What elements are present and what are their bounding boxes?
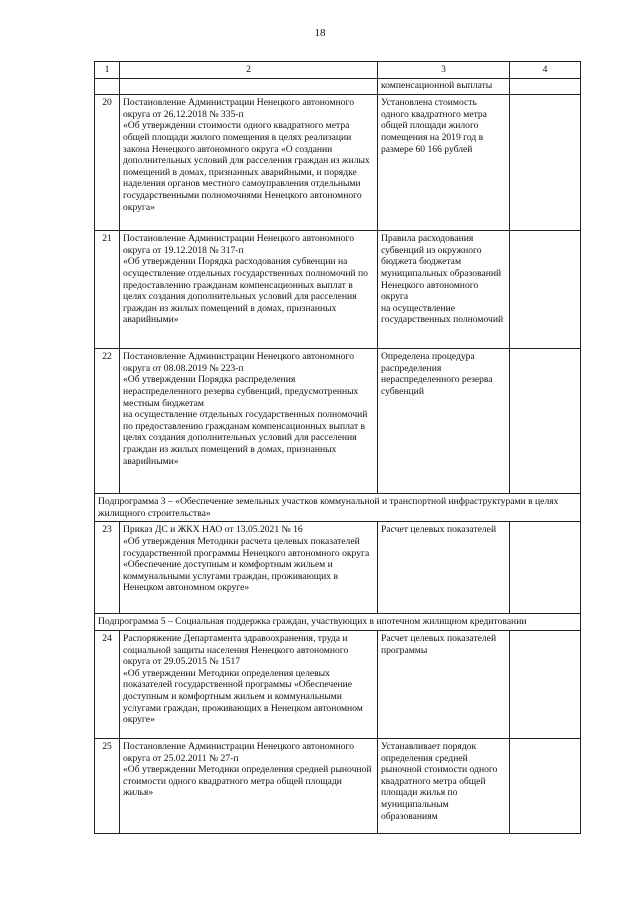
header-cell: 4 <box>510 62 581 79</box>
document-table <box>94 61 581 834</box>
note-cell <box>510 630 581 738</box>
row-number: 25 <box>95 738 120 833</box>
row-number: 22 <box>95 349 120 494</box>
document-cell <box>120 78 378 95</box>
row-number: 24 <box>95 630 120 738</box>
table-row <box>95 349 581 494</box>
section-row <box>95 494 581 522</box>
description-cell: Установлена стоимость одного квадратного метра общей площади жилого помещения на 2019 год в размере 60 166 рублей <box>378 95 510 231</box>
table-row <box>95 738 581 833</box>
section-title: Подпрограмма 5 – Социальная поддержка граждан, участвующих в ипотечном жилищном кредитовании <box>95 614 581 631</box>
document-cell: Постановление Администрации Ненецкого автономного округа от 19.12.2018 № 317-п «Об утверждении Порядка расходования субвенции на осуществление отдельных государственных полномочий по предоставлению гражданам компенсационных выплат в целях создания дополнительных условий для расселения граждан из жилых помещений в домах, признанных аварийными» <box>120 231 378 349</box>
table-row <box>95 630 581 738</box>
continuation-row <box>95 78 581 95</box>
description-cell: Расчет целевых показателей программы <box>378 630 510 738</box>
header-cell: 2 <box>120 62 378 79</box>
header-cell: 1 <box>95 62 120 79</box>
table-row <box>95 231 581 349</box>
row-number: 23 <box>95 522 120 614</box>
document-cell: Постановление Администрации Ненецкого автономного округа от 26.12.2018 № 335-п «Об утверждении стоимости одного квадратного метра общей площади жилого помещения в целях реализации закона Ненецкого автономного округа «О создании дополнительных условий для расселения граждан из жилых помещений в домах, признанных аварийными, и порядке наделения органов местного самоуправления отдельными государственными полномочиями Ненецкого автономного округа» <box>120 95 378 231</box>
document-cell: Приказ ДС и ЖКХ НАО от 13.05.2021 № 16 «Об утверждения Методики расчета целевых показателей государственной программы Ненецкого автономного округа «Обеспечение доступным и комфортным жильем и коммунальными услугами граждан, проживающих в Ненецком автономном округе» <box>120 522 378 614</box>
table-row <box>95 522 581 614</box>
document-cell: Распоряжение Департамента здравоохранения, труда и социальной защиты населения Ненецкого автономного округа от 29.05.2015 № 1517 «Об утверждении Методики определения целевых показателей государственной программы «Обеспечение доступным и комфортным жильем и коммунальными услугами граждан, проживающих в Ненецком автономном округе» <box>120 630 378 738</box>
note-cell <box>510 231 581 349</box>
description-cell: Расчет целевых показателей <box>378 522 510 614</box>
description-cell: Устанавливает порядок определения средней рыночной стоимости одного квадратного метра общей площади жилья по муниципальным образованиям <box>378 738 510 833</box>
note-cell <box>510 349 581 494</box>
table-header-row <box>95 62 581 79</box>
description-cell: Правила расходования субвенций из окружного бюджета бюджетам муниципальных образований Ненецкого автономного округа на осуществление государственных полномочий <box>378 231 510 349</box>
note-cell <box>510 78 581 95</box>
row-number: 21 <box>95 231 120 349</box>
note-cell <box>510 522 581 614</box>
page-number: 18 <box>314 27 326 39</box>
document-cell: Постановление Администрации Ненецкого автономного округа от 25.02.2011 № 27-п «Об утверждении Методики определения средней рыночной стоимости одного квадратного метра общей площади жилья» <box>120 738 378 833</box>
row-number <box>95 78 120 95</box>
header-cell: 3 <box>378 62 510 79</box>
description-cell: компенсационной выплаты <box>378 78 510 95</box>
document-cell: Постановление Администрации Ненецкого автономного округа от 08.08.2019 № 223-п «Об утверждении Порядка распределения нераспределенного резерва субвенций, предусмотренных местным бюджетам на осуществление отдельных государственных полномочий по предоставлению гражданам компенсационных выплат в целях создания дополнительных условий для расселения граждан из жилых помещений в домах, признанных аварийными» <box>120 349 378 494</box>
description-cell: Определена процедура распределения нераспределенного резерва субвенций <box>378 349 510 494</box>
section-title: Подпрограмма 3 – «Обеспечение земельных участков коммунальной и транспортной инфраструктурами в целях жилищного строительства» <box>95 494 581 522</box>
note-cell <box>510 95 581 231</box>
section-row <box>95 614 581 631</box>
table-row <box>95 95 581 231</box>
note-cell <box>510 738 581 833</box>
row-number: 20 <box>95 95 120 231</box>
